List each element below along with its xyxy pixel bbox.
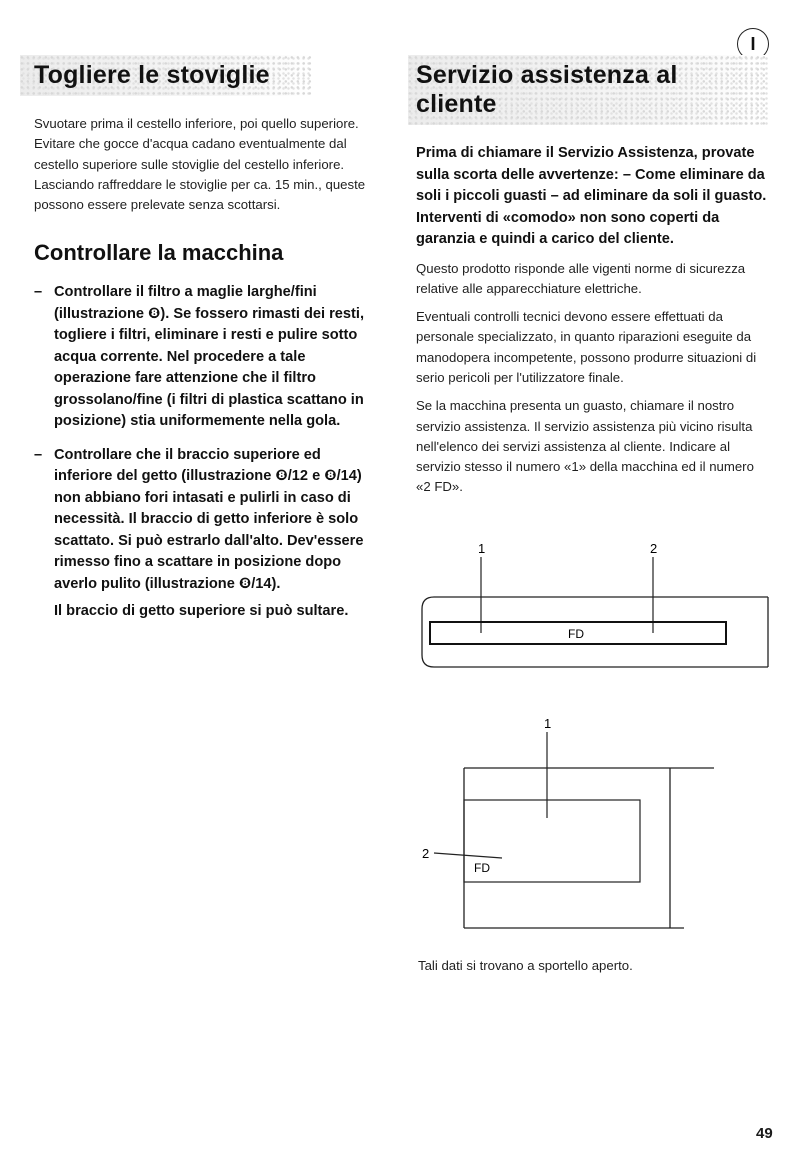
- list-item-text: Controllare che il braccio superiore ed inferiore del getto (illustrazione ❽/12 e ❽/14) non abbiano fori intasati e pulirli in caso di necessità. Il braccio di getto inferiore è solo scattato. Si può estrarlo dall'alto. Dev'essere rimesso fino a scattare in posizione dopo averlo pulito (illustrazione ❽/14).: [54, 446, 364, 592]
- language-badge: I: [737, 28, 769, 60]
- plate-label: FD: [474, 861, 490, 875]
- section-banner-service: Servizio assistenza al cliente: [408, 55, 768, 125]
- door-panel: [464, 800, 640, 882]
- list-tail-text: Il braccio di getto superiore si può sultare.: [54, 603, 349, 620]
- service-paragraph: Se la macchina presenta un guasto, chiamare il nostro servizio assistenza. Il servizio assistenza più vicino risulta nell'elenco dei servizi assistenza al cliente. Indicare al servizio stesso il numero «1» della macchina ed il numero «2 FD».: [416, 398, 754, 495]
- list-dash: –: [34, 284, 43, 301]
- unloading-paragraph: Svuotare prima il cestello inferiore, poi quello superiore. Evitare che gocce d'acqua cadano eventualmente dal cestello superiore sulle stoviglie del cestello inferiore. Lasciando raffreddare le stoviglie per ca. 15 min., queste possono essere prelevate senza scottarsi.: [34, 116, 366, 213]
- right-column: [416, 55, 768, 506]
- callout-2-label: 2: [650, 541, 658, 556]
- section-banner-unloading: Togliere le stoviglie: [20, 55, 312, 96]
- list-item: [34, 282, 379, 433]
- page-number: 49: [756, 1125, 773, 1142]
- callout-1-label: 1: [478, 541, 486, 556]
- rating-plate-diagram-1: [416, 535, 776, 695]
- service-paragraph: Eventuali controlli tecnici devono essere effettuati da personale specializzato, in quanto riparazioni eseguite da manodopera incompetente, possono produrre situazioni di serio pericoli per l'utilizzatore finale.: [416, 309, 757, 385]
- diagram-caption: Tali dati si trovano a sportello aperto.: [418, 958, 633, 973]
- plate-label: FD: [568, 627, 584, 641]
- callout-1-label: 1: [544, 716, 552, 731]
- service-paragraph: Questo prodotto risponde alle vigenti norme di sicurezza relative alle apparecchiature elettriche.: [416, 260, 746, 296]
- list-item: [34, 445, 379, 596]
- left-column: [34, 55, 379, 623]
- list-item-text: Controllare il filtro a maglie larghe/fini (illustrazione ❽). Se fossero rimasti dei resti, togliere i filtri, eliminare i resti e pulire sotto acqua corrente. Nel procedere a tale operazione fare attenzione che il filtro grossolano/fine (i filtri di plastica scattano in posizione) stia uniformemente nella gola.: [54, 284, 364, 430]
- callout-2-label: 2: [422, 846, 430, 861]
- callout-2-line: [434, 853, 502, 858]
- door-outline: [422, 597, 768, 667]
- list-dash: –: [34, 446, 43, 463]
- rating-plate-diagram-2: [416, 712, 776, 952]
- section-heading-check: Controllare la macchina: [34, 240, 284, 266]
- service-bold-intro: Prima di chiamare il Servizio Assistenza, provate sulla scorta delle avvertenze: – Come eliminare da soli i piccoli guasti – ad eliminare da soli il guasto. Interventi di «comodo» non sono coperti da garanzia e quindi a carico del cliente.: [416, 145, 767, 247]
